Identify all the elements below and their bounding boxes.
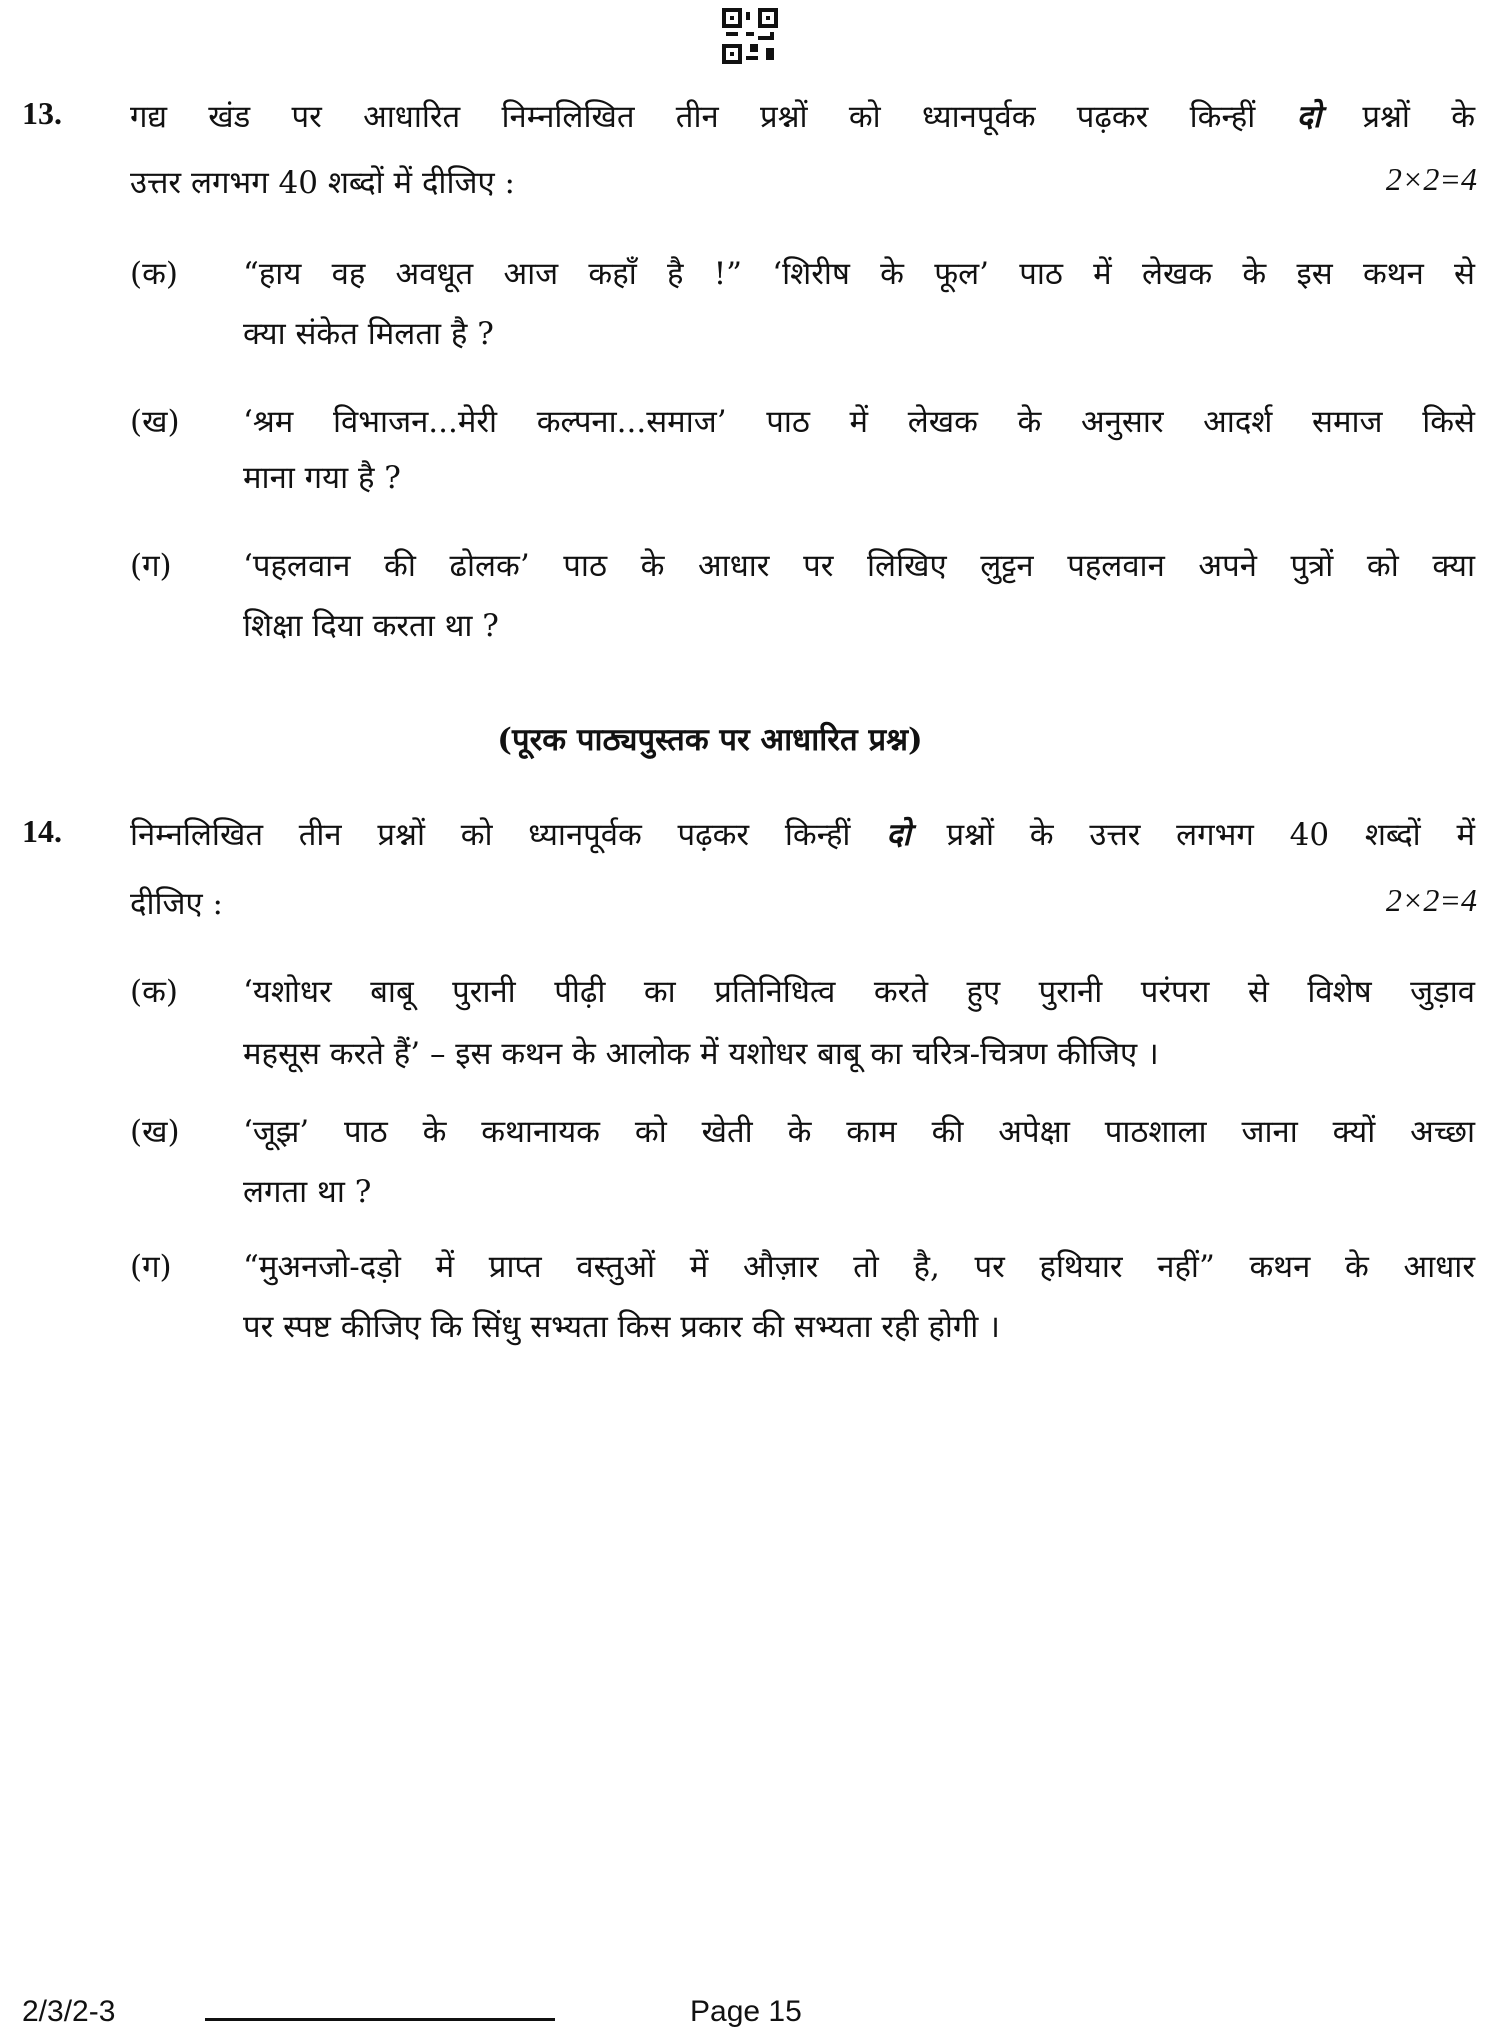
question-text-line: दीजिए :: [130, 886, 223, 922]
part-text-line: माना गया है ?: [243, 460, 401, 496]
qr-code-icon: [722, 8, 778, 64]
part-text-line: “मुअनजो-दड़ो में प्राप्त वस्तुओं में औज़ार तो है, पर हथियार नहीं” कथन के आधार: [243, 1249, 1475, 1285]
question-text: निम्नलिखित तीन प्रश्नों को ध्यानपूर्वक पढ़कर किन्हीं: [130, 817, 851, 853]
part-text-line: क्या संकेत मिलता है ?: [243, 316, 494, 352]
part-text-line: “हाय वह अवधूत आज कहाँ है !” ‘शिरीष के फूल’ पाठ में लेखक के इस कथन से: [243, 256, 1475, 292]
footer-divider: [205, 2018, 555, 2021]
part-label: (ग): [130, 548, 172, 584]
page-number: Page 15: [690, 1995, 802, 2028]
part-text-line: ‘पहलवान की ढोलक’ पाठ के आधार पर लिखिए लुट्टन पहलवान अपने पुत्रों को क्या: [243, 548, 1475, 584]
marks: 2×2=4: [1385, 161, 1477, 197]
part-text-line: महसूस करते हैं’ – इस कथन के आलोक में यशोधर बाबू का चरित्र-चित्रण कीजिए ।: [243, 1036, 1159, 1072]
marks: 2×2=4: [1385, 882, 1477, 918]
emphasis-text: दो: [1296, 99, 1322, 135]
part-text-line: शिक्षा दिया करता था ?: [243, 608, 499, 644]
question-text: गद्य खंड पर आधारित निम्नलिखित तीन प्रश्नों को ध्यानपूर्वक पढ़कर किन्हीं: [130, 99, 1256, 135]
question-text: प्रश्नों के: [1362, 99, 1476, 135]
section-heading: (पूरक पाठ्यपुस्तक पर आधारित प्रश्न): [497, 722, 923, 758]
part-label: (ख): [130, 404, 180, 440]
question-text-line: उत्तर लगभग 40 शब्दों में दीजिए :: [130, 165, 515, 201]
question-number: 14.: [22, 813, 62, 849]
part-label: (क): [130, 256, 178, 292]
question-text-line: [130, 813, 1475, 855]
part-text-line: ‘जूझ’ पाठ के कथानायक को खेती के काम की अपेक्षा पाठशाला जाना क्यों अच्छा: [243, 1114, 1475, 1150]
part-text-line: ‘श्रम विभाजन...मेरी कल्पना...समाज’ पाठ में लेखक के अनुसार आदर्श समाज किसे: [243, 404, 1475, 440]
part-text-line: लगता था ?: [243, 1174, 372, 1210]
emphasis-text: दो: [886, 817, 911, 853]
part-label: (ख): [130, 1114, 180, 1150]
question-text-line: [130, 95, 1475, 137]
part-text-line: ‘यशोधर बाबू पुरानी पीढ़ी का प्रतिनिधित्व करते हुए पुरानी परंपरा से विशेष जुड़ाव: [243, 974, 1475, 1010]
question-text: प्रश्नों के उत्तर लगभग 40 शब्दों में: [946, 817, 1475, 853]
paper-code: 2/3/2-3: [22, 1995, 116, 2028]
part-label: (क): [130, 974, 178, 1010]
part-text-line: पर स्पष्ट कीजिए कि सिंधु सभ्यता किस प्रकार की सभ्यता रही होगी ।: [243, 1309, 1000, 1345]
question-number: 13.: [22, 95, 62, 131]
part-label: (ग): [130, 1249, 172, 1285]
